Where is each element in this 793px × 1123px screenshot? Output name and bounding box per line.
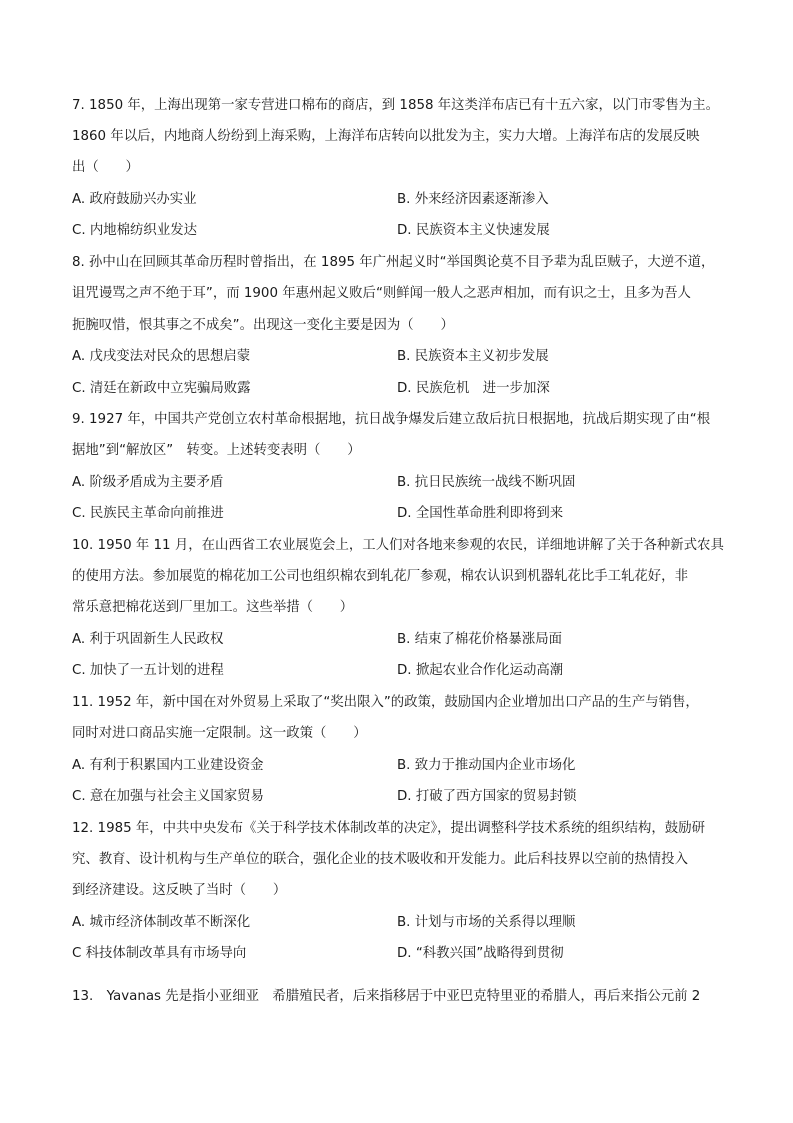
question-9-option-d[interactable]: D. 全国性革命胜利即将到来 xyxy=(397,506,564,521)
question-11-option-c[interactable]: C. 意在加强与社会主义国家贸易 xyxy=(72,789,264,804)
question-12-option-d[interactable]: D. “科教兴国”战略得到贯彻 xyxy=(397,946,564,961)
question-10-line-2: 的使用方法。参加展览的棉花加工公司也组织棉农到轧花厂参观，棉农认识到机器轧花比手工轧花好，非 xyxy=(72,569,688,584)
question-7-option-d[interactable]: D. 民族资本主义快速发展 xyxy=(397,223,550,238)
question-13-line-1: 13. Yavanas 先是指小亚细亚 希腊殖民者，后来指移居于中亚巴克特里亚的希腊人，再后来指公元前 2 xyxy=(72,989,701,1004)
question-11-line-1: 11. 1952 年，新中国在对外贸易上采取了“奖出限入”的政策，鼓励国内企业增加出口产品的生产与销售， xyxy=(72,695,699,710)
question-7-option-a[interactable]: A. 政府鼓励兴办实业 xyxy=(72,192,197,207)
question-10-option-a[interactable]: A. 利于巩固新生人民政权 xyxy=(72,632,224,647)
question-8-option-c[interactable]: C. 清廷在新政中立宪骗局败露 xyxy=(72,381,251,396)
question-12-line-3: 到经济建设。这反映了当时（ ） xyxy=(72,883,287,898)
question-9-line-2: 据地”到“解放区” 转变。上述转变表明（ ） xyxy=(72,443,361,458)
question-11-option-b[interactable]: B. 致力于推动国内企业市场化 xyxy=(397,758,576,773)
question-9-line-1: 9. 1927 年，中国共产党创立农村革命根据地，抗日战争爆发后建立敌后抗日根据地，抗战后期实现了由“根 xyxy=(72,412,711,427)
question-7-line-3: 出（ ） xyxy=(72,160,139,175)
question-10-line-3: 常乐意把棉花送到厂里加工。这些举措（ ） xyxy=(72,600,354,615)
question-9-option-a[interactable]: A. 阶级矛盾成为主要矛盾 xyxy=(72,475,224,490)
question-8-line-3: 扼腕叹惜，恨其事之不成矣”。出现这一变化主要是因为（ ） xyxy=(72,318,454,333)
question-8-option-a[interactable]: A. 戊戌变法对民众的思想启蒙 xyxy=(72,349,251,364)
question-12-option-b[interactable]: B. 计划与市场的关系得以理顺 xyxy=(397,915,576,930)
question-7-option-c[interactable]: C. 内地棉纺织业发达 xyxy=(72,223,197,238)
question-9-option-b[interactable]: B. 抗日民族统一战线不断巩固 xyxy=(397,475,576,490)
question-8-line-2: 诅咒谩骂之声不绝于耳”，而 1900 年惠州起义败后“则鲜闻一般人之恶声相加，而有识之士，且多为吾人 xyxy=(72,286,691,301)
question-12-line-2: 究、教育、设计机构与生产单位的联合，强化企业的技术吸收和开发能力。此后科技界以空前的热情投入 xyxy=(72,852,688,867)
question-12-option-a[interactable]: A. 城市经济体制改革不断深化 xyxy=(72,915,251,930)
question-7-option-b[interactable]: B. 外来经济因素逐渐渗入 xyxy=(397,192,549,207)
question-12-option-c[interactable]: C 科技体制改革具有市场导向 xyxy=(72,946,247,961)
question-9-option-c[interactable]: C. 民族民主革命向前推进 xyxy=(72,506,224,521)
question-11-option-a[interactable]: A. 有利于积累国内工业建设资金 xyxy=(72,758,264,773)
question-11-line-2: 同时对进口商品实施一定限制。这一政策（ ） xyxy=(72,726,367,741)
question-10-option-b[interactable]: B. 结束了棉花价格暴涨局面 xyxy=(397,632,562,647)
question-8-line-1: 8. 孙中山在回顾其革命历程时曾指出，在 1895 年广州起义时“举国舆论莫不目予辈为乱臣贼子，大逆不道， xyxy=(72,255,715,270)
question-12-line-1: 12. 1985 年，中共中央发布《关于科学技术体制改革的决定》，提出调整科学技术系统的组织结构，鼓励研 xyxy=(72,821,705,836)
question-8-option-b[interactable]: B. 民族资本主义初步发展 xyxy=(397,349,549,364)
question-10-option-c[interactable]: C. 加快了一五计划的进程 xyxy=(72,663,224,678)
question-10-line-1: 10. 1950 年 11 月，在山西省工农业展览会上，工人们对各地来参观的农民，详细地讲解了关于各种新式农具 xyxy=(72,538,724,553)
question-11-option-d[interactable]: D. 打破了西方国家的贸易封锁 xyxy=(397,789,577,804)
question-8-option-d[interactable]: D. 民族危机 进一步加深 xyxy=(397,381,550,396)
question-7-line-2: 1860 年以后，内地商人纷纷到上海采购，上海洋布店转向以批发为主，实力大增。上海洋布店的发展反映 xyxy=(72,129,700,144)
question-7-line-1: 7. 1850 年，上海出现第一家专营进口棉布的商店，到 1858 年这类洋布店已有十五六家，以门市零售为主。 xyxy=(72,98,719,113)
question-10-option-d[interactable]: D. 掀起农业合作化运动高潮 xyxy=(397,663,564,678)
